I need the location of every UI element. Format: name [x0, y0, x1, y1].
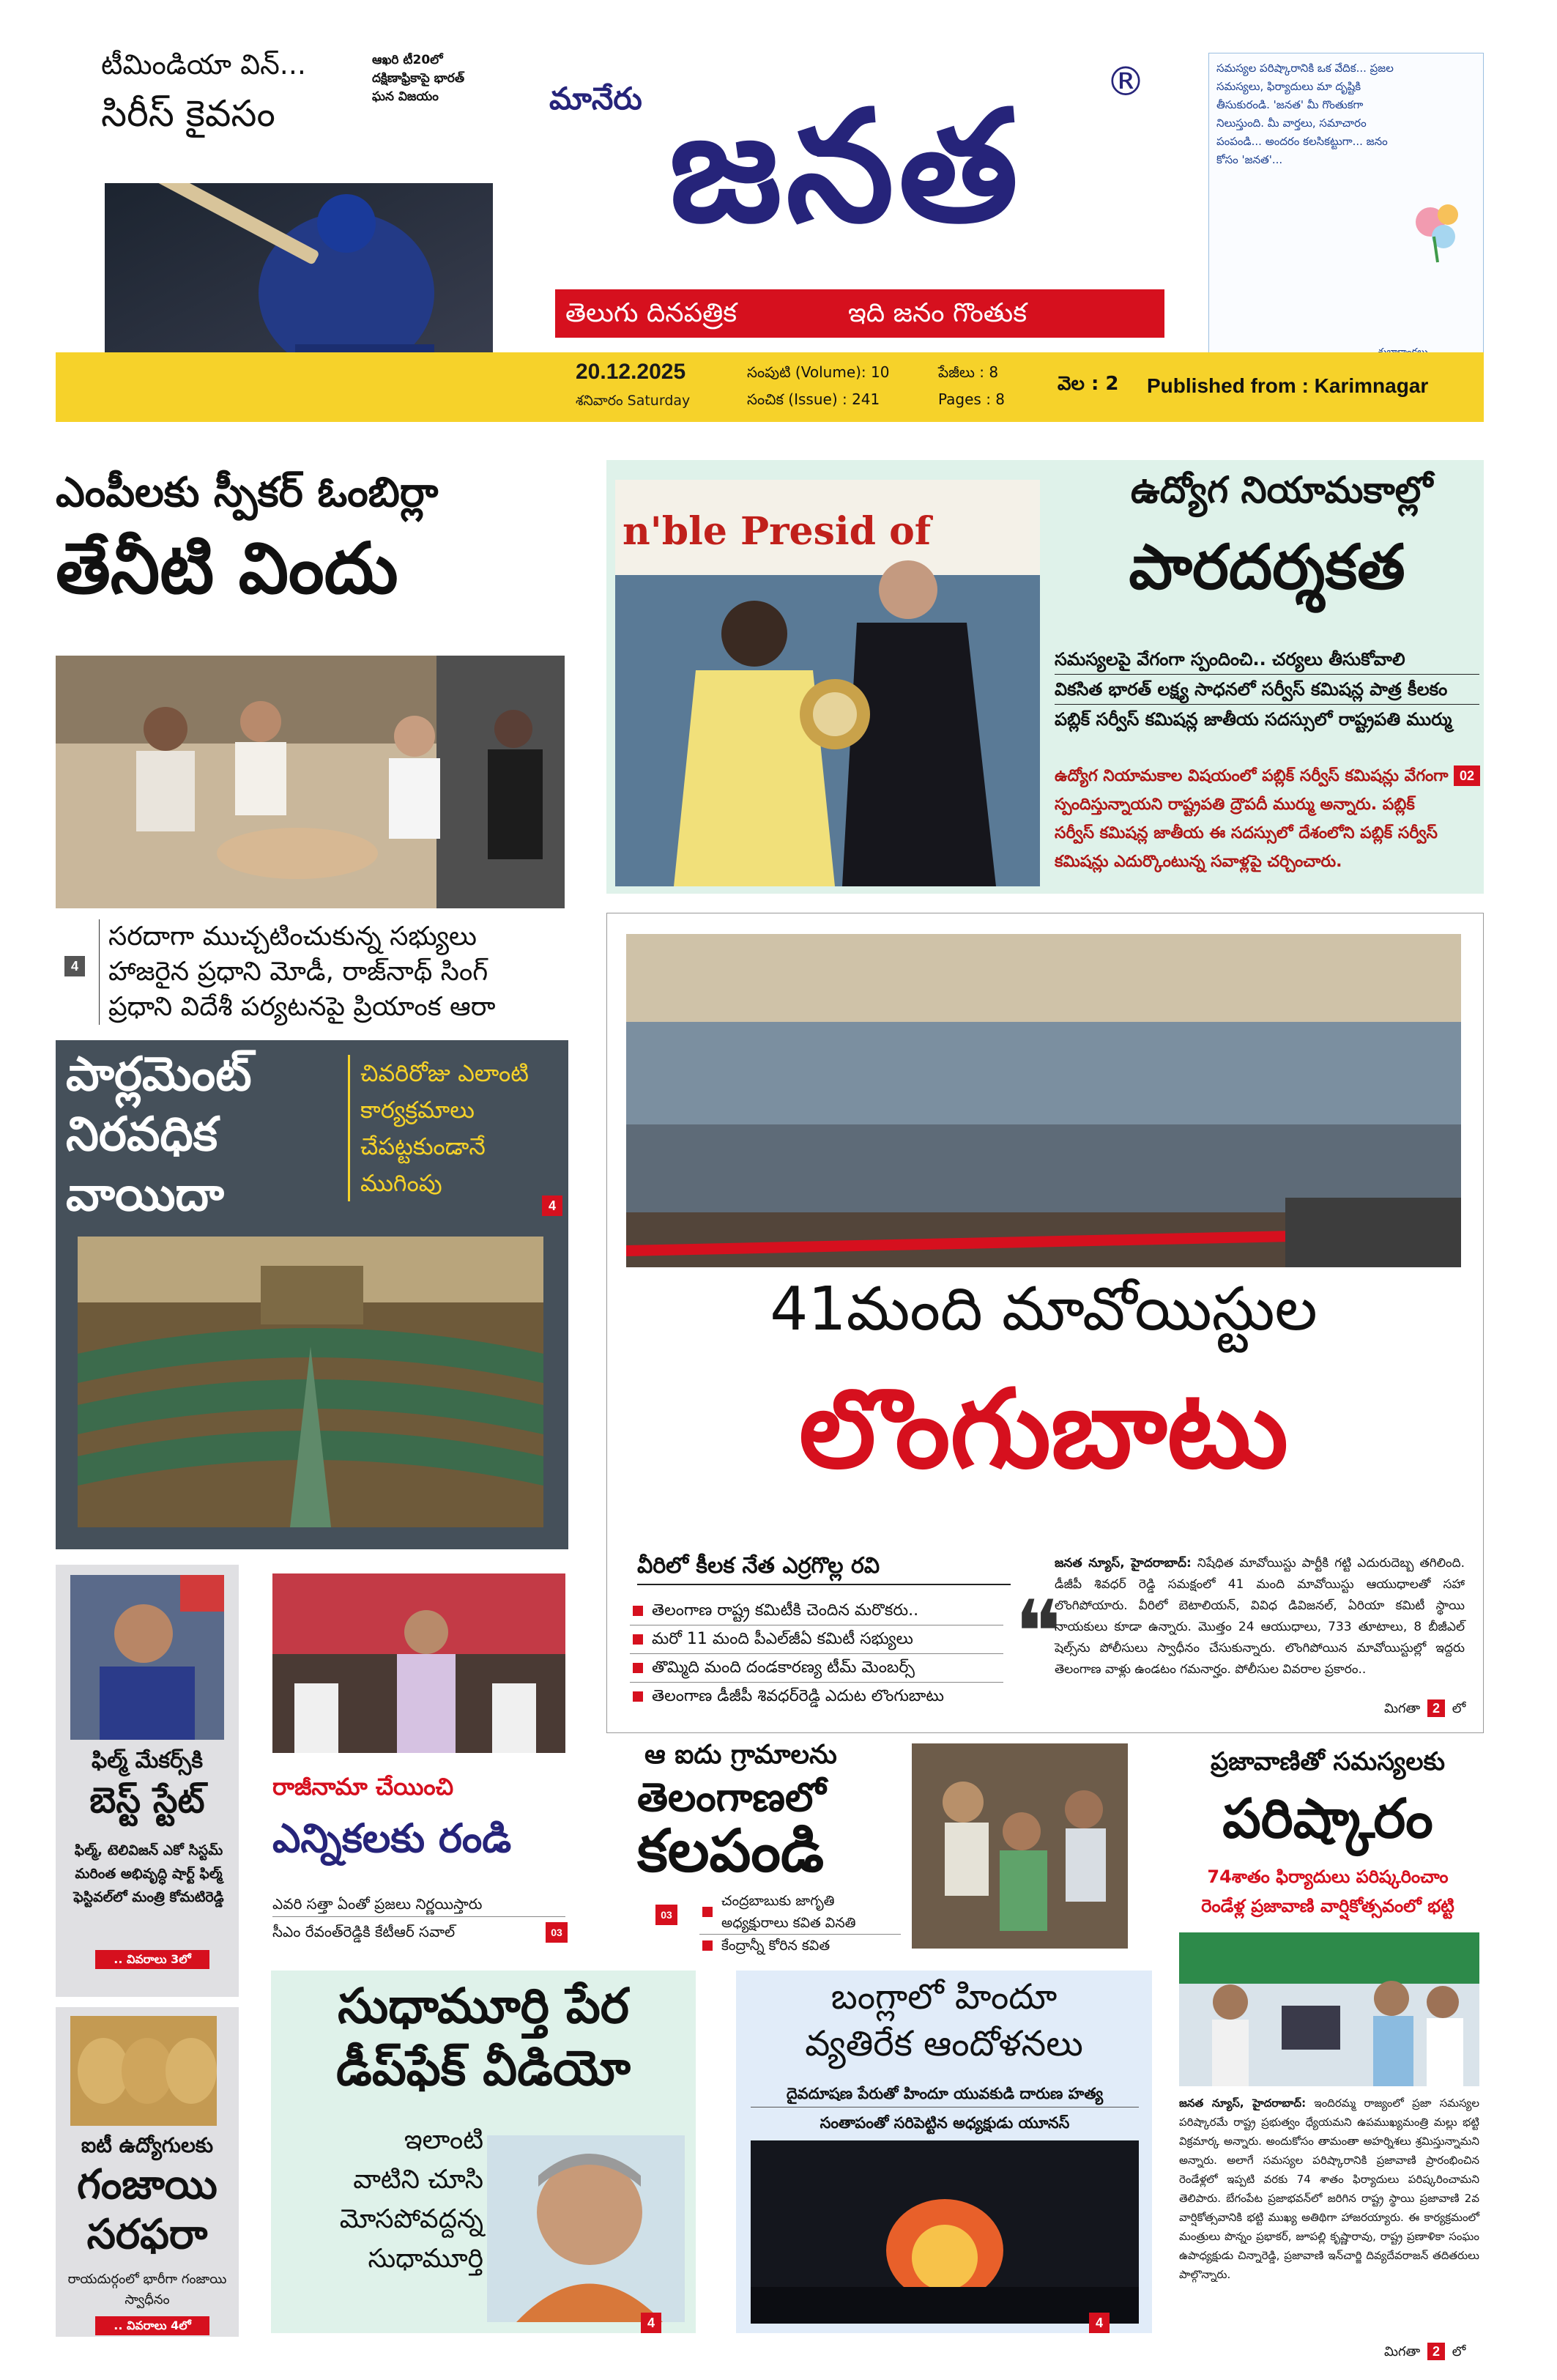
maoist-subhead: వీరిలో కీలక నేత ఎర్రగొల్ల రవి	[637, 1553, 1011, 1585]
prajavani-kicker: ప్రజావాణితో సమస్యలకు	[1211, 1747, 1445, 1776]
prajavani-continued	[1384, 2343, 1465, 2362]
film-more: .. వివరాలు 3లో	[95, 1950, 209, 1969]
ganja-more: .. వివరాలు 4లో	[95, 2316, 209, 2335]
ktr-photo	[272, 1573, 565, 1753]
bangla-headline-2: వ్యతిరేక ఆందోళనలు	[805, 2023, 1083, 2064]
notice-text: సమస్యల పరిష్కారానికి ఒక వేదిక... ప్రజల సమస్యలు, ఫిర్యాదులు మా దృష్టికి తీసుకురండి. 'జనత' మీ గొంతుకగా నిలుస్తుంది. మీ వార్తలు, సమాచారం పంపండి... అందరం కలసికట్టుగా... జనం కోసం 'జనత'...	[1216, 62, 1394, 166]
bangla-photo	[751, 2140, 1139, 2324]
maoist-body	[1055, 1553, 1465, 1680]
ktr-line1: ఎవరి సత్తా ఏంతో ప్రజలు నిర్ణయిస్తారు	[272, 1891, 565, 1917]
continued-page: 2	[1427, 1699, 1445, 1717]
logo-wordmark: జనత	[669, 77, 1023, 256]
villages-bullet: కేంద్రాన్నీ కోరిన కవిత	[699, 1935, 901, 1957]
maoist-bullet: మరో 11 మంది పీఎల్‌జీఏ కమిటీ సభ్యులు	[630, 1625, 1003, 1654]
bangla-line2: సంతాపంతో సరిపెట్టిన అధ్యక్షుడు యూనస్	[820, 2114, 1070, 2132]
parliament-headline-3: వాయిదా	[66, 1168, 224, 1222]
maoist-bullet: తెలంగాణ డీజీపీ శివధర్‌రెడ్డి ఎదుట లొంగుబాటు	[630, 1683, 1003, 1710]
continued-label: మిగతా	[1384, 2344, 1421, 2359]
maoist-body-text: నిషేధిత మావోయిస్టు పార్టీకి గట్టి ఎదురుదెబ్బ తగిలింది. డీజీపీ శివధర్ రెడ్డి సమక్షంలో 41 మంది మావోయిస్టు ఆయుధాలతో సహా లొంగిపోయారు. వీరిలో బెటాలియన్, వివిధ డివిజనల్, ఏరియా కమిటీ స్థాయి నాయకులు కూడా ఉన్నారు. మొత్తం 24 ఆయుధాలు, 733 తూటాలు, 8 బీజీఎల్ షెల్స్‌ను పోలీసులు స్వాధీనం చేసుకున్నారు. లొంగిపోయిన మావోయిస్టుల్లో ఇద్దరు తెలంగాణ వాళ్లు ఉండటం గమనార్హం. పోలీసుల వివరాల ప్రకారం..	[1055, 1556, 1465, 1677]
page-badge: 02	[1454, 765, 1480, 786]
prajavani-sub2: రెండేళ్ల ప్రజావాణి వార్షికోత్సవంలో భట్టి	[1201, 1896, 1454, 1916]
issue-date: 20.12.2025	[576, 360, 686, 384]
pages-te: పేజీలు : 8	[938, 363, 999, 381]
film-photo	[70, 1575, 224, 1740]
ganja-kicker: ఐటీ ఉద్యోగులకు	[81, 2133, 214, 2157]
ganja-headline-1: గంజాయి	[77, 2161, 218, 2209]
villages-bullets	[699, 1890, 901, 1957]
ktr-headline: ఎన్నికలకు రండి	[272, 1815, 512, 1861]
president-point: పబ్లిక్ సర్వీస్ కమిషన్ల జాతీయ సదస్సులో రాష్ట్రపతి ముర్ము	[1055, 709, 1452, 730]
caption-line: సరదాగా ముచ్చటించుకున్న సభ్యులు	[108, 922, 477, 952]
maoist-headline-2: లొంగుబాటు	[799, 1366, 1288, 1492]
continued-label: మిగతా	[1384, 1701, 1421, 1716]
prajavani-sub1: 74శాతం ఫిర్యాదులు పరిష్కరించాం	[1207, 1866, 1449, 1887]
film-kicker: ఫిల్మ్ మేకర్స్‌కి	[91, 1748, 204, 1773]
page-badge: 03	[655, 1905, 677, 1925]
notice-box	[1208, 53, 1484, 391]
caption-line: హాజరైన ప్రధాని మోడీ, రాజ్‌నాథ్ సింగ్	[108, 957, 488, 987]
tagline-right: ఇది జనం గొంతుక	[848, 298, 1027, 328]
sudha-headline-2: డీప్‌ఫేక్ వీడియో	[336, 2040, 631, 2097]
issue-number: సంచిక (Issue) : 241	[747, 390, 880, 408]
maoist-headline-1: 41మంది మావోయిస్టుల	[770, 1275, 1318, 1344]
villages-bullet: చంద్రబాబుకు జాగృతి అధ్యక్షురాలు కవిత వినతి	[699, 1890, 901, 1935]
price: వెల : 2	[1058, 373, 1119, 395]
sports-teaser-line2: సిరీస్ కైవసం	[101, 92, 275, 135]
page-badge: 4	[64, 956, 85, 976]
prajavani-body	[1179, 2094, 1479, 2284]
ktr-kicker: రాజీనామా చేయించి	[272, 1773, 454, 1801]
continued-page: 2	[1427, 2343, 1445, 2360]
speaker-photo	[56, 656, 565, 908]
sudha-quote-line: ఇలాంటి	[404, 2125, 483, 2155]
prajavani-dateline: జనత న్యూస్, హైదరాబాద్:	[1179, 2097, 1307, 2110]
tagline-left: తెలుగు దినపత్రిక	[565, 298, 737, 328]
ganja-photo	[70, 2016, 217, 2126]
speaker-headline: తేనీటి విందు	[56, 527, 398, 609]
quote-mark-icon: ❝	[1014, 1582, 1062, 1684]
president-banner-text: n'ble Presid of	[623, 509, 932, 554]
sudha-photo	[487, 2135, 685, 2322]
sports-teaser-side-text: ఆఖరి టీ20లో దక్షిణాఫ్రికాపై భారత్ ఘన విజయం	[372, 53, 465, 104]
president-body: ఉద్యోగ నియామకాల విషయంలో పబ్లిక్ సర్వీస్ కమిషన్లు వేగంగా స్పందిస్తున్నాయని రాష్ట్రపతి ద్రౌపదీ ముర్ము అన్నారు. పబ్లిక్ సర్వీస్ కమిషన్ల జాతీయ ఈ సదస్సులో దేశంలోని పబ్లిక్ సర్వీస్ కమిషన్లు ఎదుర్కొంటున్న సవాళ్లపై చర్చించారు.	[1055, 767, 1449, 871]
page-badge: 4	[542, 1195, 562, 1216]
prajavani-body-text: ఇందిరమ్మ రాజ్యంలో ప్రజా సమస్యల పరిష్కారమే రాష్ట్ర ప్రభుత్వం ధ్యేయమని ఉపముఖ్యమంత్రి మల్లు భట్టి విక్రమార్క అన్నారు. అందుకోసం తామంతా అహర్నిశలు శ్రమిస్తున్నామని అన్నారు. అలాగే సమస్యల పరిష్కారానికి ప్రజావాణి ప్రారంభించిన రెండేళ్లలో ఇప్పటి వరకు 74 శాతం ఫిర్యాదులు పరిష్కరించామని తెలిపారు. బేగంపేట ప్రజాభవన్‌లో జరిగిన రాష్ట్ర స్థాయి ప్రజావాణి 2వ వార్షికోత్సవానికి భట్టి ముఖ్య అతిథిగా హాజరయ్యారు. ఈ కార్యక్రమంలో మంత్రులు పొన్నం ప్రభాకర్, జూపల్లి కృష్ణారావు, రాష్ట్ర ప్రణాళికా సంఘం ఉపాధ్యక్షుడు చిన్నారెడ్డి, ప్రజావాణి ఇన్‌చార్జి దివ్యదేవరాజన్ తదితరులు పాల్గొన్నారు.	[1179, 2097, 1479, 2281]
maoist-photo	[626, 934, 1461, 1267]
president-point: సమస్యలపై వేగంగా స్పందించి.. చర్యలు తీసుకోవాలి	[1055, 645, 1479, 675]
sudha-quote-line: మోసపోవద్దన్న	[339, 2204, 483, 2234]
caption-line: ప్రధాని విదేశీ పర్యటనపై ప్రియాంక ఆరా	[108, 992, 496, 1022]
bangla-headline-1: బంగ్లాలో హిందూ	[830, 1976, 1058, 2017]
page-badge: 4	[1089, 2313, 1110, 2333]
pages-en: Pages : 8	[938, 390, 1006, 408]
president-headline: పారదర్శకత	[1129, 531, 1405, 603]
maoist-bullets	[630, 1597, 1003, 1710]
kavitha-photo	[912, 1743, 1128, 1949]
continued-suffix: లో	[1452, 1701, 1466, 1716]
ganja-headline-2: సరఫరా	[86, 2211, 208, 2258]
prajavani-headline: పరిష్కారం	[1222, 1787, 1433, 1850]
parliament-side: చివరిరోజు ఎలాంటి కార్యక్రమాలు చేపట్టకుండానే ముగింపు	[348, 1055, 560, 1201]
maoist-bullet: తెలంగాణ రాష్ట్ర కమిటీకి చెందిన మరొకరు..	[630, 1597, 1003, 1625]
flower-illustration	[1401, 185, 1474, 266]
logo-prefix: మానేరు	[549, 81, 642, 116]
president-point: వికసిత భారత్ లక్ష్య సాధనలో సర్వీస్ కమిషన్ల పాత్ర కీలకం	[1055, 675, 1479, 705]
continued-suffix: లో	[1452, 2344, 1466, 2359]
speaker-kicker: ఎంపీలకు స్పీకర్ ఓంబిర్లా	[56, 469, 439, 516]
sudha-headline-1: సుధామూర్తి పేర	[338, 1978, 629, 2034]
page-badge: 03	[546, 1922, 568, 1943]
maoist-bullet: తొమ్మిది మంది దండకారణ్య టీమ్ మెంబర్స్	[630, 1654, 1003, 1683]
villages-kicker: ఆ ఐదు గ్రామాలను	[644, 1740, 837, 1770]
sudha-quote-line: సుధామూర్తి	[368, 2244, 483, 2274]
volume: సంపుటి (Volume): 10	[747, 363, 890, 381]
sports-teaser-line1: టీమిండియా విన్...	[101, 48, 307, 81]
bangla-line1: దైవదూషణ పేరుతో హిందూ యువకుడి దారుణ హత్య	[751, 2080, 1139, 2107]
maoist-dateline: జనత న్యూస్, హైదరాబాద్:	[1055, 1556, 1192, 1571]
page-badge: 4	[641, 2313, 661, 2333]
parliament-photo	[78, 1237, 543, 1527]
issue-day: శనివారం Saturday	[576, 393, 691, 409]
maoist-continued	[1384, 1699, 1465, 1719]
film-headline: బెస్ట్ స్టేట్	[89, 1780, 205, 1821]
president-kicker: ఉద్యోగ నియామకాల్లో	[1130, 469, 1433, 511]
prajavani-photo	[1179, 1932, 1479, 2086]
parliament-headline-1: పార్లమెంట్	[66, 1048, 252, 1102]
info-bar	[56, 352, 1484, 422]
published-from: Published from : Karimnagar	[1147, 374, 1429, 397]
president-points	[1055, 645, 1479, 734]
sudha-quote	[300, 2121, 483, 2279]
logo-tagline-bar	[555, 289, 1164, 338]
parliament-headline-2: నిరవధిక	[66, 1108, 218, 1162]
ganja-body: రాయదుర్గంలో భారీగా గంజాయి స్వాధీనం	[67, 2272, 227, 2307]
villages-line2: తెలంగాణలో	[637, 1774, 826, 1820]
sudha-quote-line: వాటిని చూసి	[353, 2165, 483, 2195]
speaker-caption	[99, 919, 575, 1025]
villages-headline: కలపండి	[637, 1817, 825, 1885]
film-body: ఫిల్మ్, టెలివిజన్ ఎకో సిస్టమ్ మరింత అభివృద్ధి షార్ట్ ఫిల్మ్ ఫెస్టివల్‌లో మంత్రి కోమటిరెడ్డి	[73, 1842, 224, 1905]
president-photo	[615, 480, 1040, 886]
registered-mark: ®	[1106, 59, 1145, 105]
ktr-line2: సీఎం రేవంత్‌రెడ్డికి కేటీఆర్ సవాల్	[272, 1923, 456, 1940]
